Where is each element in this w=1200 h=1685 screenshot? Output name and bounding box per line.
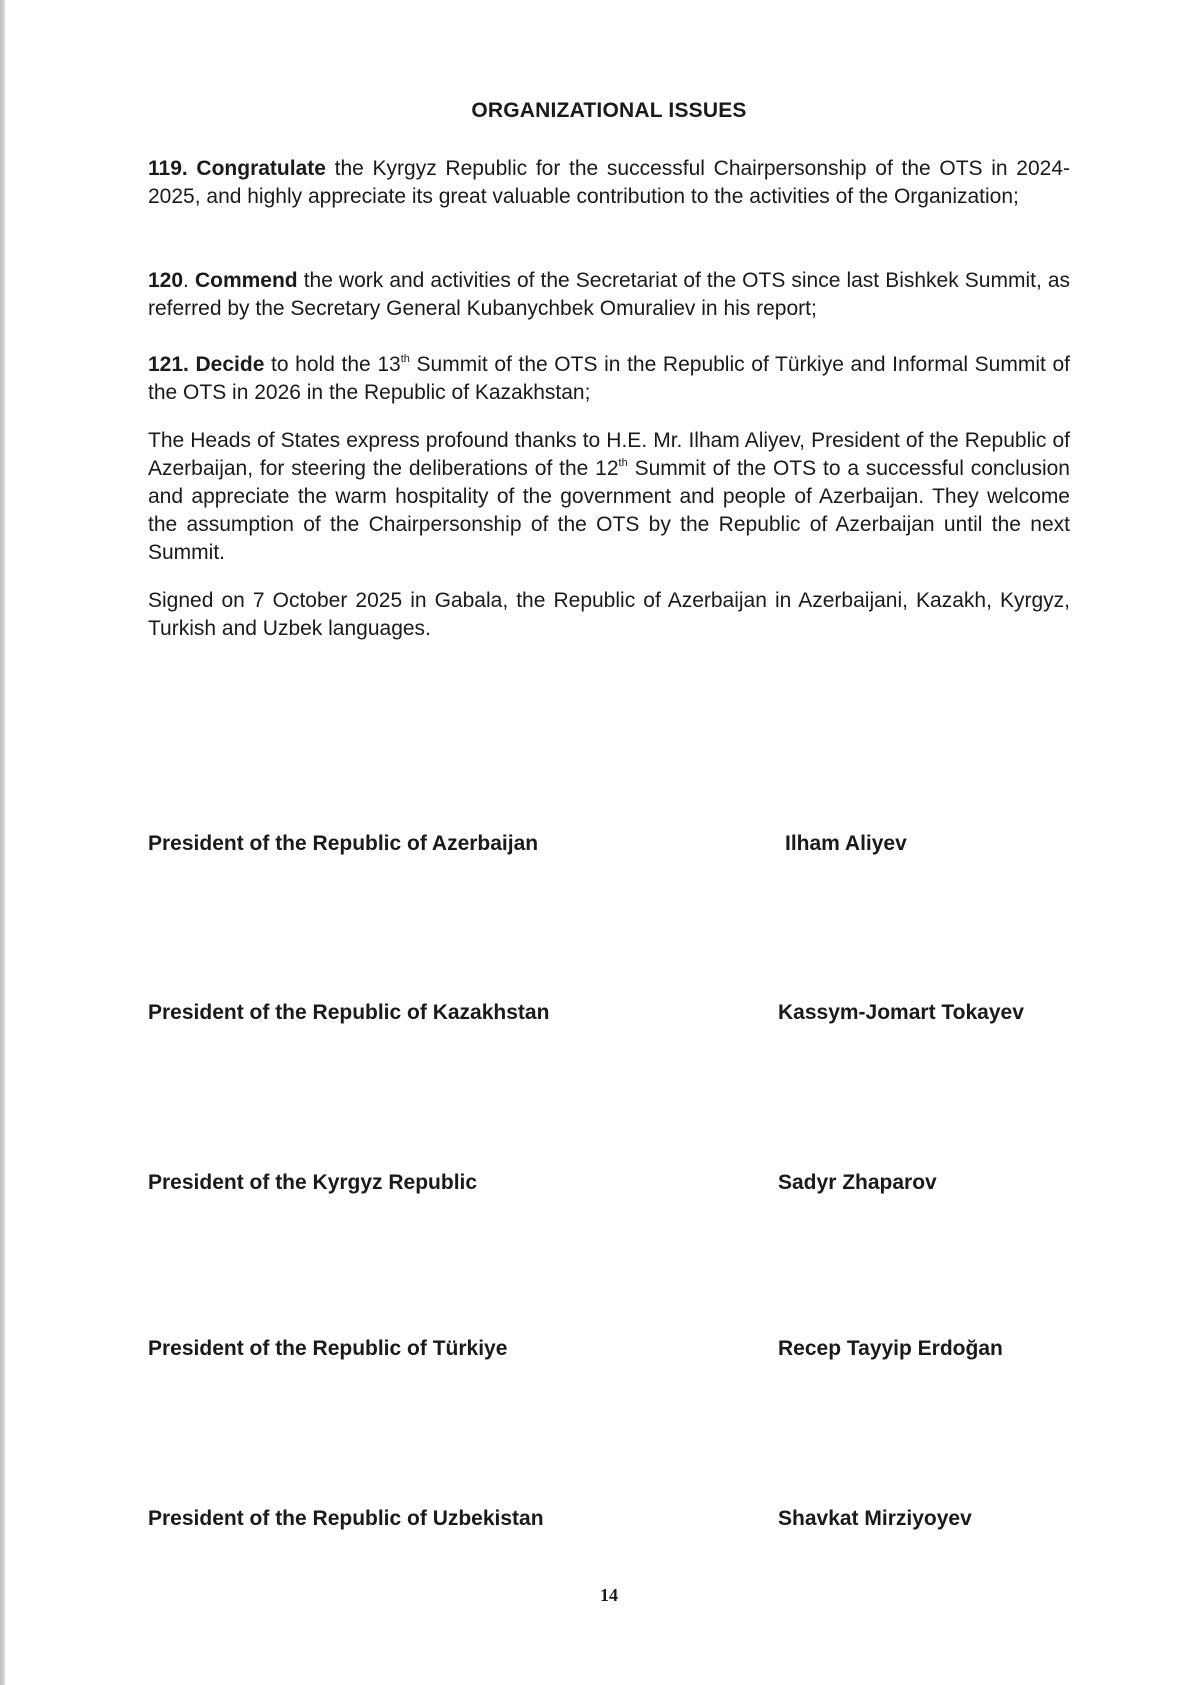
paragraph-number-dot: . (183, 269, 189, 292)
ordinal-suffix: th (400, 353, 410, 365)
paragraph-119 (148, 155, 1070, 211)
signatory-title: President of the Republic of Azerbaijan (148, 832, 539, 855)
paragraph-verb: Congratulate (196, 157, 326, 180)
signatory-name: Recep Tayyip Erdoğan (778, 1337, 1003, 1360)
paragraph-verb: Decide (195, 353, 265, 376)
paragraph-text: Signed on 7 October 2025 in Gabala, the Republic of Azerbaijan in Azerbaijani, Kazakh, Kyrgyz, Turkish and Uzbek languages. (148, 589, 1070, 640)
signatory-title: President of the Republic of Türkiye (148, 1337, 508, 1360)
signatory-title: President of the Republic of Uzbekistan (148, 1507, 544, 1530)
paragraph-verb: Commend (194, 269, 298, 292)
signatory-name: Ilham Aliyev (785, 832, 907, 855)
signatory-name: Kassym-Jomart Tokayev (778, 1001, 1024, 1024)
paragraph-text: the Kyrgyz Republic for the successful Chairpersonship of the OTS in 2024-2025, and highly appreciate its great valuable contribution to the activities of the Organization; (148, 157, 1070, 208)
paragraph-number: 119. (148, 157, 188, 180)
paragraph-number: 120 (148, 269, 184, 292)
page-number: 14 (600, 1585, 618, 1605)
signatory-row-kyrgyzstan (148, 1171, 1070, 1201)
paragraph-signed (148, 587, 1070, 643)
paragraph-121 (148, 351, 1070, 407)
paragraph-120 (148, 267, 1070, 323)
ordinal-suffix: th (618, 457, 628, 469)
paragraph-number: 121. (148, 353, 189, 376)
signatory-row-kazakhstan (148, 1001, 1070, 1031)
paragraph-text: The Heads of States express profound thanks to H.E. Mr. Ilham Aliyev, President of the Republic of Azerbaijan, for steering the deliberations of the 12 (148, 429, 1070, 480)
paragraph-thanks (148, 427, 1070, 567)
signatory-row-turkiye (148, 1337, 1070, 1367)
paragraph-text-continued: Summit of the OTS in the Republic of Türkiye and Informal Summit of the OTS in 2026 in the Republic of Kazakhstan; (148, 353, 1070, 404)
paragraph-text-continued: Summit of the OTS to a successful conclusion and appreciate the warm hospitality of the government and people of Azerbaijan. They welcome the assumption of the Chairpersonship of the OTS by the Republic of Azerbaijan until the next Summit. (148, 457, 1070, 564)
paragraph-text: to hold the 13 (264, 353, 401, 376)
section-heading: ORGANIZATIONAL ISSUES (471, 99, 747, 122)
paragraph-text: the work and activities of the Secretariat of the OTS since last Bishkek Summit, as referred by the Secretary General Kubanychbek Omuraliev in his report; (148, 269, 1071, 320)
signatory-name: Shavkat Mirziyoyev (778, 1507, 972, 1530)
signatory-title: President of the Republic of Kazakhstan (148, 1001, 550, 1024)
signatory-row-azerbaijan (148, 832, 1070, 862)
signatory-row-uzbekistan (148, 1507, 1070, 1537)
page-edge-shadow (0, 0, 5, 1685)
signatory-title: President of the Kyrgyz Republic (148, 1171, 478, 1194)
signatory-name: Sadyr Zhaparov (778, 1171, 937, 1194)
